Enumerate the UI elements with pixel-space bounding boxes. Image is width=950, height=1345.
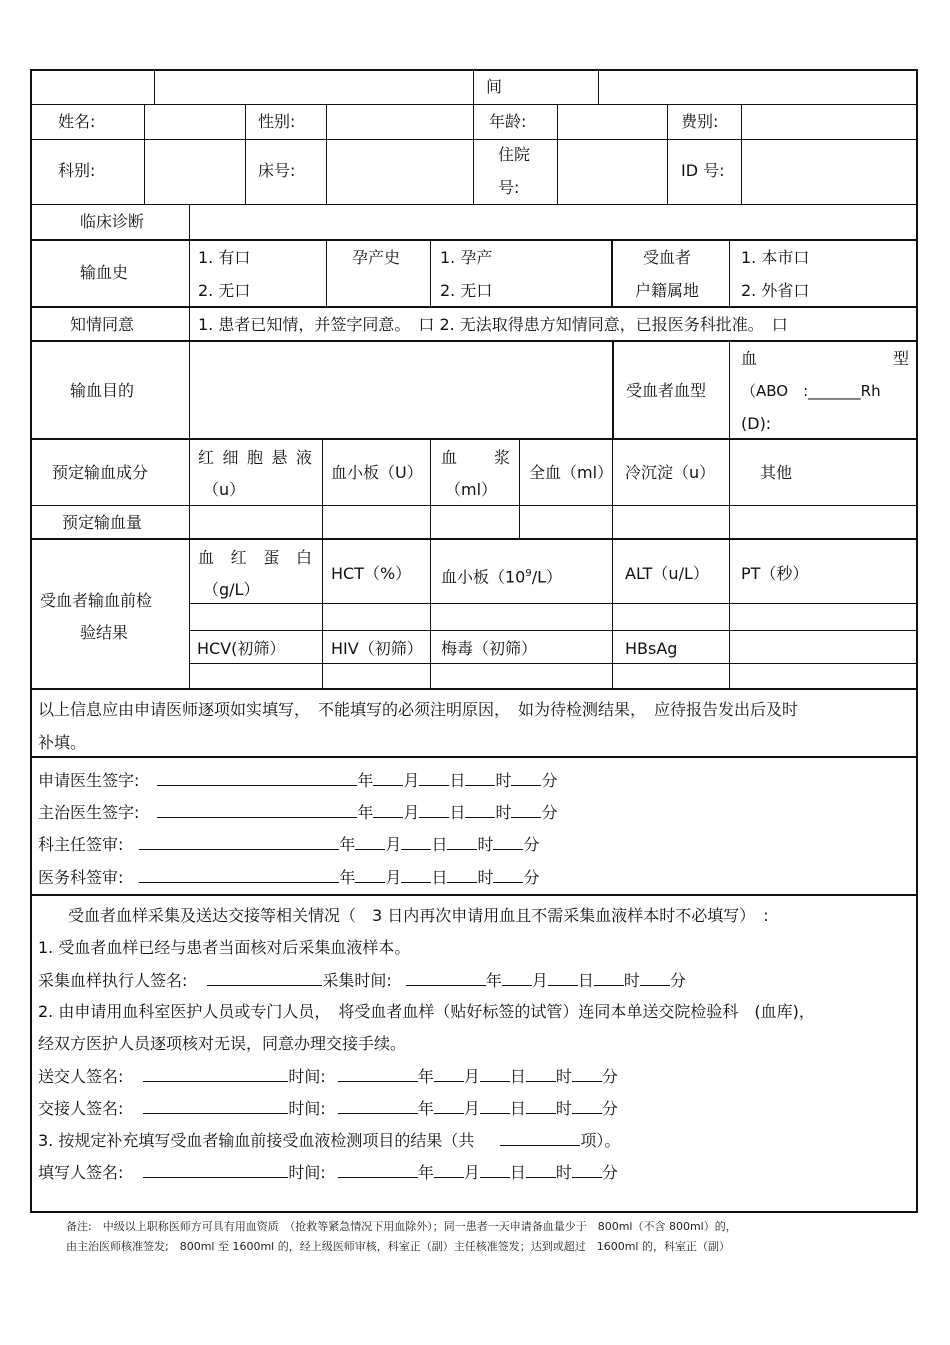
plasma-unit: （ml） (445, 480, 498, 499)
age-label: 年龄: (489, 112, 527, 131)
history-option-no: 2. 无口 (198, 281, 251, 300)
id-label: ID 号: (681, 161, 725, 180)
collect-time-blank[interactable] (406, 970, 486, 986)
hour-label: 时 (555, 1163, 572, 1182)
department-label: 科别: (58, 161, 96, 180)
day-label: 日 (431, 868, 448, 887)
bed-label: 床号: (258, 161, 296, 180)
month-blank[interactable] (502, 970, 532, 986)
sender-time-label: 时间: (288, 1067, 326, 1086)
hour-label: 时 (477, 835, 494, 854)
inpatient-number-label: 住院 (498, 145, 531, 164)
year-label: 年 (357, 803, 374, 822)
applicant-signature-blank[interactable] (157, 770, 357, 786)
col-divider (473, 104, 474, 204)
footnote-line-2: 由主治医师核准签发; 800ml 至 1600ml 的，经上级医师审核，科室正（副）主任核准签发；达到或超过 1600ml 的，科室正（副） (66, 1240, 730, 1253)
minute-blank[interactable] (511, 802, 541, 818)
year-label: 年 (417, 1163, 434, 1182)
alt-label: ALT（u/L） (625, 564, 709, 583)
hour-blank[interactable] (526, 1162, 556, 1178)
consent-text: 1. 患者已知情，并签字同意。 口 2. 无法取得患方知情同意，已报医务科批准。 口 (198, 315, 788, 334)
director-signature-row (38, 834, 539, 855)
director-signature-blank[interactable] (139, 834, 339, 850)
medical-office-signature-label: 医务科签审: (38, 868, 124, 887)
sample-item-3-row (38, 1130, 620, 1151)
minute-label: 分 (601, 1099, 618, 1118)
row-divider (30, 756, 918, 758)
platelet-count-unit: /L） (531, 567, 563, 587)
filler-label: 填写人签名: (38, 1163, 124, 1182)
components-label: 预定输血成分 (52, 463, 149, 482)
sender-signature-blank[interactable] (143, 1066, 288, 1082)
year-label: 年 (339, 868, 356, 887)
platelet-label: 血小板（U） (331, 463, 423, 482)
year-label: 年 (417, 1067, 434, 1086)
rbc-label: 红细胞悬液 (198, 448, 312, 467)
row-divider (30, 894, 918, 896)
sender-row (38, 1066, 618, 1087)
month-label: 月 (385, 835, 402, 854)
row-divider (30, 104, 918, 105)
rbc-unit: （u） (203, 480, 246, 499)
col-divider (326, 104, 327, 204)
minute-blank[interactable] (493, 834, 523, 850)
col-divider (667, 104, 668, 204)
col-divider (473, 69, 474, 104)
minute-blank[interactable] (511, 770, 541, 786)
minute-blank[interactable] (572, 1098, 602, 1114)
day-label: 日 (509, 1099, 526, 1118)
hour-blank[interactable] (526, 1098, 556, 1114)
minute-label: 分 (601, 1163, 618, 1182)
month-blank[interactable] (355, 834, 385, 850)
sample-item-2: 2. 由申请用血科室医护人员或专门人员， 将受血者血样（贴好标签的试管）连同本单送交院检验科 (血库)， (38, 1002, 815, 1021)
history-label: 输血史 (80, 263, 129, 282)
row-divider (30, 306, 918, 308)
medical-office-signature-row (38, 867, 539, 888)
day-label: 日 (577, 971, 594, 990)
col-divider (154, 69, 155, 104)
row-divider (30, 538, 918, 540)
hour-blank[interactable] (594, 970, 624, 986)
sender-time-blank[interactable] (338, 1066, 418, 1082)
day-blank[interactable] (419, 770, 449, 786)
domicile-option-other: 2. 外省口 (741, 281, 810, 300)
domicile-option-local: 1. 本市口 (741, 248, 810, 267)
col-divider (189, 204, 190, 688)
blood-type-char-2: 型 (893, 349, 910, 368)
sample-item-3-text: 3. 按规定补充填写受血者输血前接受血液检测项目的结果（共 (38, 1131, 475, 1150)
hour-label: 时 (495, 803, 512, 822)
hour-label: 时 (495, 771, 512, 790)
consent-label: 知情同意 (70, 315, 135, 334)
year-label: 年 (339, 835, 356, 854)
blood-type-char-1: 血 (741, 349, 758, 368)
col-divider (598, 69, 599, 104)
plasma-char-1: 血 (441, 448, 458, 467)
collector-row (38, 970, 686, 991)
row-divider (30, 139, 918, 140)
sample-item-1: 1. 受血者血样已经与患者当面核对后采集血液样本。 (38, 938, 411, 957)
hour-label: 时 (555, 1067, 572, 1086)
pretest-label: 受血者输血前检 (40, 591, 153, 610)
collector-signature-blank[interactable] (207, 970, 322, 986)
platelet-count-label (441, 564, 562, 587)
col-divider (611, 239, 613, 306)
sample-heading: 受血者血样采集及送达交接等相关情况（ 3 日内再次申请用血且不需采集血液样本时不必填写） : (68, 906, 769, 925)
minute-blank[interactable] (572, 1066, 602, 1082)
filler-time-blank[interactable] (338, 1162, 418, 1178)
blood-type-abo-rh: （ABO :_______Rh (741, 382, 881, 400)
receiver-time-blank[interactable] (338, 1098, 418, 1114)
day-blank[interactable] (480, 1162, 510, 1178)
hour-blank[interactable] (526, 1066, 556, 1082)
minute-label: 分 (601, 1067, 618, 1086)
row-divider (30, 438, 918, 440)
pretest-label-2: 验结果 (80, 623, 129, 642)
minute-label: 分 (541, 771, 558, 790)
hour-label: 时 (555, 1099, 572, 1118)
col-divider (519, 438, 520, 538)
footnote-line-1: 备注: 中级以上职称医师方可具有用血资质 （抢救等紧急情况下用血除外）；同一患者一天申请备血量少于 800ml（不含 800ml）的， (66, 1220, 737, 1233)
col-divider (557, 104, 558, 204)
pregnancy-label: 孕产史 (352, 248, 401, 267)
row-divider (30, 239, 918, 241)
hct-label: HCT（%） (331, 564, 412, 583)
whole-blood-label: 全血（ml） (529, 463, 614, 482)
history-option-yes: 1. 有口 (198, 248, 251, 267)
row-divider (30, 204, 918, 205)
hour-blank[interactable] (465, 802, 495, 818)
month-blank[interactable] (373, 802, 403, 818)
col-divider (322, 438, 323, 688)
month-blank[interactable] (434, 1162, 464, 1178)
minute-blank[interactable] (640, 970, 670, 986)
domicile-label-2: 户籍属地 (635, 281, 700, 300)
row-divider (30, 505, 918, 506)
receiver-row (38, 1098, 618, 1119)
hour-blank[interactable] (447, 867, 477, 883)
filler-signature-blank[interactable] (143, 1162, 288, 1178)
blood-type-label: 受血者血型 (626, 381, 707, 400)
year-label: 年 (417, 1099, 434, 1118)
day-label: 日 (449, 803, 466, 822)
attending-signature-blank[interactable] (157, 802, 357, 818)
platelet-count-text: 血小板（10 (441, 567, 526, 587)
cryo-label: 冷沉淀（u） (625, 463, 716, 482)
day-label: 日 (509, 1163, 526, 1182)
minute-blank[interactable] (493, 867, 523, 883)
row-divider (30, 340, 918, 342)
purpose-label: 输血目的 (70, 381, 135, 400)
time-header-cell: 间 (486, 77, 503, 96)
receiver-time-label: 时间: (288, 1099, 326, 1118)
month-label: 月 (385, 868, 402, 887)
hcv-label: HCV(初筛） (197, 639, 286, 658)
row-divider (189, 663, 918, 664)
syphilis-label: 梅毒（初筛） (441, 639, 538, 658)
month-label: 月 (403, 771, 420, 790)
month-label: 月 (403, 803, 420, 822)
month-label: 月 (463, 1163, 480, 1182)
month-blank[interactable] (373, 770, 403, 786)
day-blank[interactable] (419, 802, 449, 818)
name-label: 姓名: (58, 112, 96, 131)
notice-line-2: 补填。 (38, 733, 87, 752)
col-divider (729, 239, 730, 306)
minute-label: 分 (523, 835, 540, 854)
month-blank[interactable] (434, 1066, 464, 1082)
applicant-signature-label: 申请医生签字: (38, 771, 140, 790)
day-blank[interactable] (480, 1098, 510, 1114)
pt-label: PT（秒） (741, 564, 809, 583)
sample-item-2-line-2: 经双方医护人员逐项核对无误，同意办理交接手续。 (38, 1034, 407, 1053)
collector-label: 采集血样执行人签名: (38, 971, 188, 990)
col-divider (430, 239, 431, 306)
hiv-label: HIV（初筛） (331, 639, 423, 658)
minute-label: 分 (541, 803, 558, 822)
collect-time-label: 采集时间: (322, 971, 392, 990)
hemoglobin-unit: （g/L） (203, 580, 260, 599)
medical-office-signature-blank[interactable] (139, 867, 339, 883)
filler-time-label: 时间: (288, 1163, 326, 1182)
sender-label: 送交人签名: (38, 1067, 124, 1086)
col-divider (729, 438, 730, 688)
director-signature-label: 科主任签审: (38, 835, 124, 854)
day-label: 日 (449, 771, 466, 790)
platelet-count-exponent: 9 (525, 568, 532, 579)
pregnancy-option-2: 2. 无口 (440, 281, 493, 300)
year-label: 年 (485, 971, 502, 990)
row-divider (189, 603, 918, 604)
pregnancy-option-1: 1. 孕产 (440, 248, 493, 267)
day-blank[interactable] (401, 867, 431, 883)
domicile-label: 受血者 (643, 248, 692, 267)
month-label: 月 (463, 1067, 480, 1086)
month-label: 月 (463, 1099, 480, 1118)
receiver-label: 交接人签名: (38, 1099, 124, 1118)
notice-line-1: 以上信息应由申请医师逐项如实填写， 不能填写的必须注明原因， 如为待检测结果， 应待报告发出后及时 (38, 700, 799, 719)
row-divider (189, 630, 918, 631)
hbsag-label: HBsAg (625, 639, 678, 658)
filler-row (38, 1162, 618, 1183)
month-blank[interactable] (355, 867, 385, 883)
plasma-char-2: 浆 (494, 448, 511, 467)
attending-signature-label: 主治医生签字: (38, 803, 140, 822)
other-label: 其他 (760, 463, 793, 482)
hour-label: 时 (477, 868, 494, 887)
month-blank[interactable] (434, 1098, 464, 1114)
day-label: 日 (431, 835, 448, 854)
col-divider (612, 340, 614, 438)
col-divider (326, 239, 327, 306)
sample-item-3-tail: 项）。 (580, 1131, 621, 1150)
month-label: 月 (531, 971, 548, 990)
item-count-blank[interactable] (500, 1130, 580, 1146)
day-blank[interactable] (548, 970, 578, 986)
col-divider (245, 104, 246, 204)
year-label: 年 (357, 771, 374, 790)
applicant-signature-row (38, 770, 557, 791)
day-label: 日 (509, 1067, 526, 1086)
fee-type-label: 费别: (681, 112, 719, 131)
day-blank[interactable] (480, 1066, 510, 1082)
diagnosis-label: 临床诊断 (80, 212, 145, 231)
volume-label: 预定输血量 (62, 513, 143, 532)
col-divider (430, 438, 431, 688)
attending-signature-row (38, 802, 557, 823)
minute-blank[interactable] (572, 1162, 602, 1178)
col-divider (741, 104, 742, 204)
minute-label: 分 (669, 971, 686, 990)
day-blank[interactable] (401, 834, 431, 850)
hemoglobin-label: 血红蛋白 (198, 548, 312, 567)
hour-label: 时 (623, 971, 640, 990)
receiver-signature-blank[interactable] (143, 1098, 288, 1114)
inpatient-number-label-2: 号: (498, 178, 520, 197)
hour-blank[interactable] (447, 834, 477, 850)
minute-label: 分 (523, 868, 540, 887)
blood-type-rhd: (D): (741, 414, 772, 433)
sex-label: 性别: (258, 112, 296, 131)
hour-blank[interactable] (465, 770, 495, 786)
col-divider (729, 340, 730, 438)
col-divider (144, 104, 145, 204)
row-divider (30, 688, 918, 690)
